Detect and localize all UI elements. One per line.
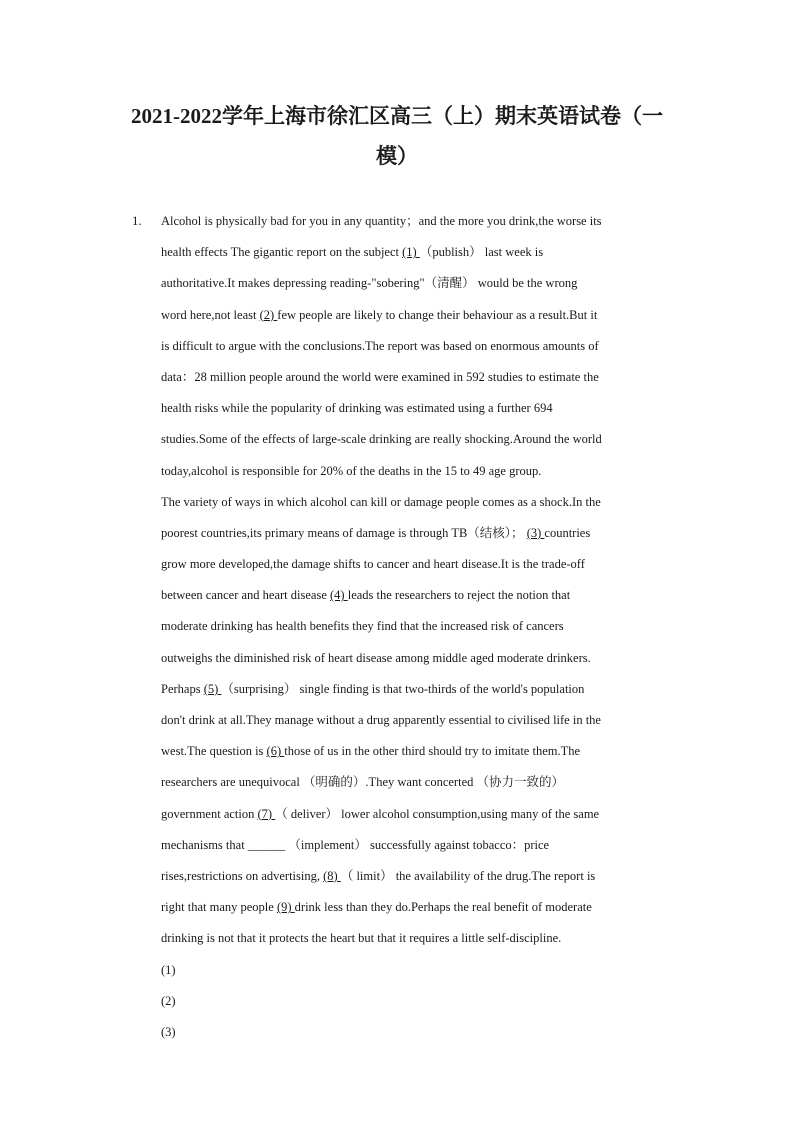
passage-text: data：28 million people around the world were examined in 592 studies to estimate the bbox=[161, 369, 599, 384]
passage-line bbox=[161, 865, 661, 896]
passage-text: drinking is not that it protects the heart but that it requires a little self-discipline. bbox=[161, 931, 562, 946]
passage-line bbox=[161, 1021, 661, 1052]
passage-line bbox=[161, 615, 661, 646]
blank-marker: (7) bbox=[257, 806, 276, 821]
passage-line bbox=[161, 522, 661, 553]
passage-text: health risks while the popularity of drinking was estimated using a further 694 bbox=[161, 401, 553, 416]
passage-line bbox=[161, 647, 661, 678]
passage-text: countries bbox=[544, 525, 591, 540]
blank-marker: (1) bbox=[402, 245, 420, 260]
passage-text: authoritative.It makes depressing reading-"sobering"（清醒） would be the wrong bbox=[161, 276, 578, 291]
blank-marker: (4) bbox=[330, 588, 348, 603]
passage-text: grow more developed,the damage shifts to cancer and heart disease.It is the trade-off bbox=[161, 557, 585, 572]
blank-marker: (2) bbox=[259, 307, 278, 322]
passage-text: mechanisms that ______ （implement） successfully against tobacco：price bbox=[161, 837, 550, 852]
passage-text: drink less than they do.Perhaps the real benefit of moderate bbox=[294, 900, 592, 915]
passage-line bbox=[161, 241, 661, 272]
blank-marker: (5) bbox=[203, 681, 222, 696]
passage-text: studies.Some of the effects of large-scale drinking are really shocking.Around the world bbox=[161, 432, 602, 447]
passage-line bbox=[161, 304, 661, 335]
blank-marker: (3) bbox=[526, 525, 545, 540]
passage-line bbox=[161, 771, 661, 802]
title-line-1: 2021-2022学年上海市徐汇区高三（上）期末英语试卷（一 bbox=[131, 104, 663, 128]
passage-line bbox=[161, 584, 661, 615]
passage-line bbox=[161, 740, 661, 771]
passage-line bbox=[161, 397, 661, 428]
passage-line bbox=[161, 272, 661, 303]
passage-line bbox=[161, 491, 661, 522]
passage-text: word here,not least bbox=[161, 307, 260, 322]
passage-line bbox=[161, 460, 661, 491]
passage-text: (3) bbox=[161, 1024, 176, 1039]
passage-text: don't drink at all.They manage without a drug apparently essential to civilised life in the bbox=[161, 713, 601, 727]
passage-text: Alcohol is physically bad for you in any quantity；and the more you drink,the worse its bbox=[161, 214, 602, 228]
passage-text: west.The question is bbox=[161, 744, 267, 759]
passage-line bbox=[161, 553, 661, 584]
passage-text: (1) bbox=[161, 962, 176, 977]
passage-text: （publish） last week is bbox=[419, 245, 544, 260]
question-number: 1. bbox=[132, 213, 142, 228]
passage-text: today,alcohol is responsible for 20% of the deaths in the 15 to 49 age group. bbox=[161, 463, 542, 478]
passage-line bbox=[161, 990, 661, 1021]
blank-marker: (8) bbox=[323, 868, 341, 883]
passage-text: (2) bbox=[161, 993, 176, 1008]
passage-text: those of us in the other third should try to imitate them.The bbox=[284, 744, 581, 759]
passage-text: researchers are unequivocal （明确的）.They want concerted （协力一致的） bbox=[161, 775, 564, 790]
passage-text: （surprising） single finding is that two-thirds of the world's population bbox=[221, 681, 585, 696]
passage-line bbox=[161, 366, 661, 397]
passage-text: （ limit） the availability of the drug.The report is bbox=[340, 868, 596, 883]
passage-line bbox=[161, 709, 661, 740]
passage-line bbox=[161, 927, 661, 958]
passage-text: Perhaps bbox=[161, 681, 204, 696]
passage-text: rises,restrictions on advertising, bbox=[161, 868, 324, 883]
passage-line bbox=[161, 335, 661, 366]
passage-text: few people are likely to change their behaviour as a result.But it bbox=[277, 307, 598, 322]
passage-text: poorest countries,its primary means of damage is through TB（结核）； bbox=[161, 525, 527, 540]
passage-line bbox=[161, 210, 661, 241]
passage-text: right that many people bbox=[161, 900, 277, 915]
passage-text: The variety of ways in which alcohol can kill or damage people comes as a shock.In the bbox=[161, 494, 601, 509]
passage-line bbox=[161, 803, 661, 834]
passage-text: moderate drinking has health benefits they find that the increased risk of cancers bbox=[161, 619, 564, 634]
page-title bbox=[120, 96, 674, 176]
passage-text: （ deliver） lower alcohol consumption,using many of the same bbox=[275, 806, 600, 821]
blank-marker: (6) bbox=[266, 744, 285, 759]
passage-text: leads the researchers to reject the notion that bbox=[347, 588, 571, 603]
question-passage bbox=[161, 210, 661, 1052]
title-line-2: 模） bbox=[376, 144, 418, 168]
passage-text: between cancer and heart disease bbox=[161, 588, 331, 603]
passage-line bbox=[161, 834, 661, 865]
passage-text: outweighs the diminished risk of heart disease among middle aged moderate drinkers. bbox=[161, 650, 591, 665]
passage-text: is difficult to argue with the conclusions.The report was based on enormous amounts of bbox=[161, 338, 599, 353]
passage-text: health effects The gigantic report on the subject bbox=[161, 245, 403, 260]
passage-line bbox=[161, 896, 661, 927]
passage-line bbox=[161, 428, 661, 459]
passage-text: government action bbox=[161, 806, 258, 821]
passage-line bbox=[161, 959, 661, 990]
passage-line bbox=[161, 678, 661, 709]
blank-marker: (9) bbox=[276, 900, 295, 915]
